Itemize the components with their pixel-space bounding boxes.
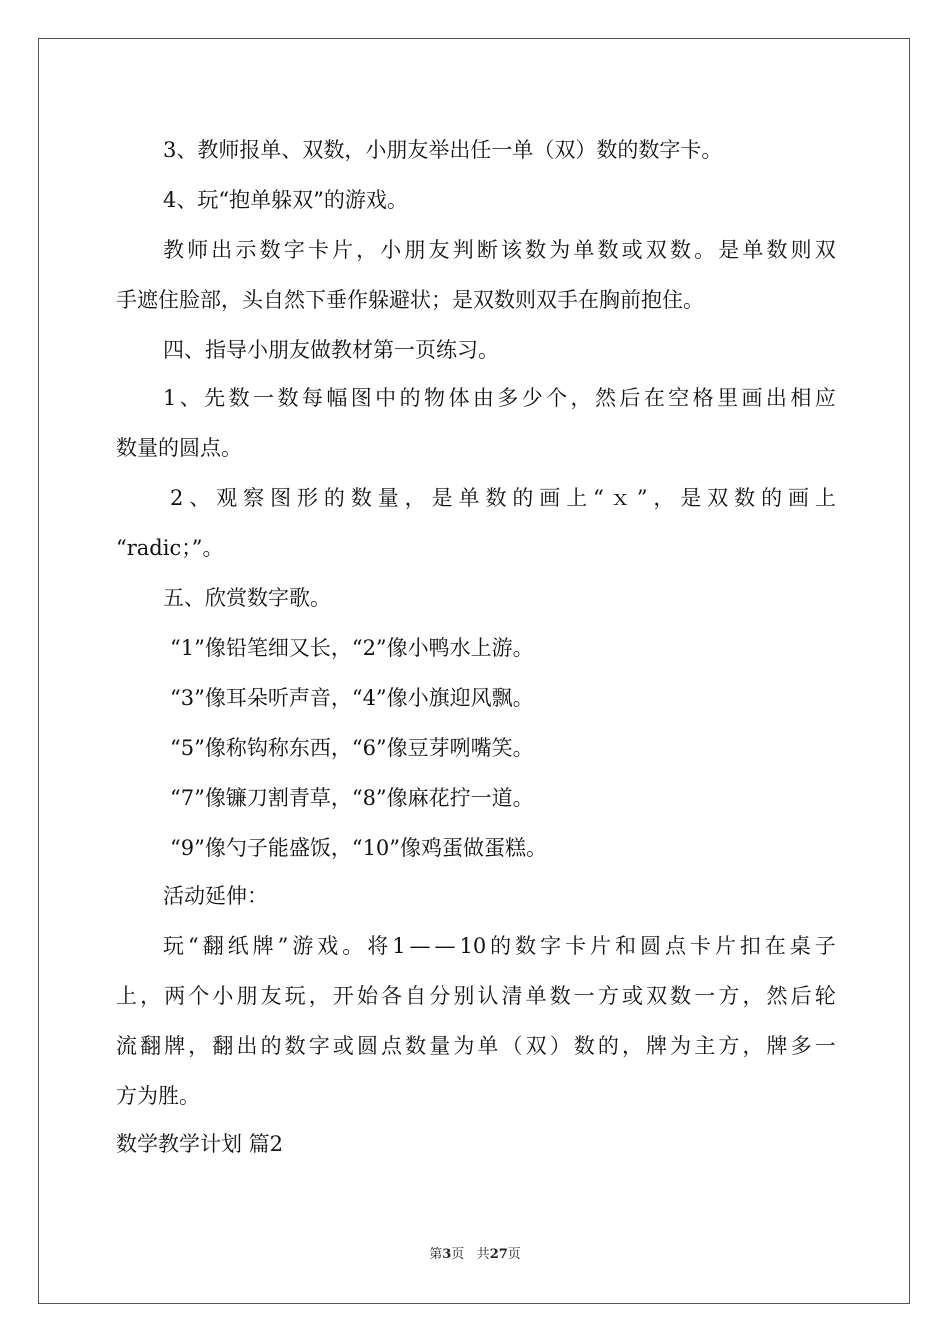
char: 是	[431, 486, 453, 510]
char: 朋	[236, 984, 258, 1008]
char: 1	[392, 934, 406, 958]
char: 数	[485, 486, 507, 510]
char: 单	[742, 238, 764, 262]
char: 数	[669, 238, 691, 262]
char: ，	[140, 984, 162, 1008]
paragraph-line: 数量的圆点。	[116, 436, 242, 460]
char: 的	[323, 486, 345, 510]
char: 各	[381, 984, 403, 1008]
paragraph-line: “radic；”。	[116, 536, 224, 560]
char: 卡	[307, 238, 329, 262]
char: ，	[308, 984, 330, 1008]
char: ”	[277, 934, 289, 958]
char: 玩	[284, 984, 306, 1008]
paragraph-line	[116, 1031, 836, 1061]
char: 的	[512, 486, 534, 510]
char: 片	[590, 934, 612, 958]
section-heading: 活动延伸：	[163, 884, 268, 908]
paragraph-line: 四、指导小朋友做教材第一页练习。	[163, 338, 499, 362]
char: 。	[342, 934, 364, 958]
char: 或	[621, 238, 643, 262]
char: 双	[707, 486, 729, 510]
char: 中	[375, 386, 397, 410]
paragraph-line	[116, 981, 836, 1011]
char: 一	[573, 984, 595, 1008]
char: 数	[525, 238, 547, 262]
char: 点	[381, 1034, 403, 1058]
char: 的	[597, 1034, 619, 1058]
footer-page-suffix: 页	[451, 1247, 465, 1262]
char: 图	[270, 486, 292, 510]
char: 将	[367, 934, 389, 958]
char: 数	[670, 984, 692, 1008]
char: 卡	[565, 934, 587, 958]
char: 的	[490, 934, 512, 958]
char: 先	[204, 386, 226, 410]
char: 或	[621, 984, 643, 1008]
char: 开	[332, 984, 354, 1008]
char: 纸	[227, 934, 249, 958]
char: 为	[670, 1034, 692, 1058]
char: 示	[235, 238, 257, 262]
char: 、	[189, 486, 211, 510]
char: 数	[597, 238, 619, 262]
char: 友	[428, 238, 450, 262]
char: 格	[692, 386, 714, 410]
char: 的	[260, 1034, 282, 1058]
char: 桌	[789, 934, 811, 958]
char: 画	[788, 486, 809, 510]
char: 清	[501, 984, 523, 1008]
char: 量	[429, 1034, 451, 1058]
char: 由	[472, 386, 494, 410]
char: 双	[814, 238, 836, 262]
char: 数	[277, 386, 299, 410]
song-line: “1”像铅笔细又长，“2”像小鸭水上游。	[170, 636, 534, 660]
char: 牌	[252, 934, 274, 958]
char: 字	[308, 1034, 330, 1058]
char: 为	[453, 1034, 475, 1058]
char: 一	[814, 1034, 836, 1058]
char: 朋	[404, 238, 426, 262]
char: 2	[170, 486, 184, 510]
song-line: “3”像耳朵听声音，“4”像小旗迎风飘。	[170, 686, 534, 710]
char: 10	[459, 934, 487, 958]
char: ，	[621, 1034, 643, 1058]
char: 形	[296, 486, 318, 510]
char: 双	[646, 984, 668, 1008]
char: 多	[497, 386, 519, 410]
char: 多	[790, 1034, 812, 1058]
char: 相	[790, 386, 812, 410]
char: 在	[643, 386, 665, 410]
char: 数	[549, 984, 571, 1008]
section-title: 数学教学计划 篇2	[116, 1132, 284, 1156]
char: 翻	[202, 934, 224, 958]
char: ，	[653, 486, 675, 510]
char: 画	[539, 486, 561, 510]
char: 的	[399, 386, 421, 410]
char: 后	[790, 984, 812, 1008]
char: ”	[636, 486, 648, 510]
char: 应	[814, 386, 836, 410]
char: 画	[741, 386, 763, 410]
char: 上	[116, 984, 137, 1008]
page-footer	[0, 1246, 950, 1264]
char: 察	[243, 486, 265, 510]
char: 教	[163, 238, 184, 262]
char: 个	[188, 984, 210, 1008]
char: 然	[594, 386, 616, 410]
char: 数	[515, 934, 537, 958]
song-line: “5”像称钩称东西，“6”像豆芽咧嘴笑。	[170, 736, 534, 760]
char: 游	[292, 934, 314, 958]
char: 体	[448, 386, 470, 410]
char: 小	[212, 984, 234, 1008]
char: 始	[356, 984, 378, 1008]
char: 自	[405, 984, 427, 1008]
char: ，	[742, 1034, 764, 1058]
char: 一	[694, 984, 716, 1008]
char: 方	[597, 984, 619, 1008]
char: 字	[283, 238, 305, 262]
char: ，	[188, 1034, 210, 1058]
char: 认	[477, 984, 499, 1008]
char: 少	[521, 386, 543, 410]
char: 单	[525, 984, 547, 1008]
char: 双	[525, 1034, 547, 1058]
char: 空	[668, 386, 690, 410]
char: 字	[540, 934, 562, 958]
char: 玩	[163, 934, 184, 958]
paragraph-line	[163, 931, 836, 961]
char: 牌	[766, 1034, 788, 1058]
char: 上	[814, 486, 836, 510]
char: 数	[228, 386, 250, 410]
char: 数	[766, 238, 788, 262]
footer-total-pages: 27	[489, 1247, 508, 1262]
char: 单	[477, 1034, 499, 1058]
char: （	[501, 1034, 523, 1058]
paragraph-line: 方为胜。	[116, 1084, 200, 1108]
char: —	[409, 934, 431, 958]
char: ｘ	[609, 486, 631, 510]
char: 流	[116, 1034, 137, 1058]
char: 出	[236, 1034, 258, 1058]
char: 是	[718, 238, 740, 262]
char: 数	[573, 1034, 595, 1058]
char: 出	[211, 238, 233, 262]
char: 则	[790, 238, 812, 262]
char: 小	[380, 238, 402, 262]
char: 师	[187, 238, 209, 262]
char: 单	[458, 486, 480, 510]
char: “	[593, 486, 604, 510]
char: 出	[765, 386, 787, 410]
char: 然	[766, 984, 788, 1008]
section-heading: 五、欣赏数字歌。	[163, 586, 331, 610]
char: 。	[694, 238, 716, 262]
char: 数	[734, 486, 756, 510]
char: 数	[259, 238, 281, 262]
char: 图	[350, 386, 372, 410]
char: 戏	[317, 934, 339, 958]
char: 、	[179, 386, 201, 410]
char: 量	[377, 486, 399, 510]
char: 轮	[814, 984, 836, 1008]
song-line: “9”像勺子能盛饭，“10”像鸡蛋做蛋糕。	[170, 836, 548, 860]
char: 主	[694, 1034, 716, 1058]
paragraph-line: 4、玩“抱单躲双”的游戏。	[163, 188, 408, 212]
char: 卡	[689, 934, 711, 958]
char: 友	[260, 984, 282, 1008]
char: 一	[253, 386, 275, 410]
char: 个	[546, 386, 568, 410]
char: 翻	[140, 1034, 162, 1058]
song-line: “7”像镰刀割青草，“8”像麻花拧一道。	[170, 786, 534, 810]
char: 的	[761, 486, 783, 510]
char: 物	[424, 386, 446, 410]
char: 双	[645, 238, 667, 262]
char: ，	[570, 386, 592, 410]
char: 为	[549, 238, 571, 262]
footer-total-prefix: 共	[476, 1247, 490, 1262]
page-frame	[38, 38, 910, 1304]
char: 判	[452, 238, 474, 262]
char: 上	[566, 486, 588, 510]
char: 是	[680, 486, 702, 510]
char: 两	[164, 984, 186, 1008]
char: 方	[718, 984, 740, 1008]
char: ，	[356, 238, 378, 262]
paragraph-line	[170, 483, 836, 513]
char: 或	[332, 1034, 354, 1058]
char: 片	[331, 238, 353, 262]
char: 单	[573, 238, 595, 262]
char: “	[187, 934, 199, 958]
char: 观	[216, 486, 238, 510]
char: ，	[742, 984, 764, 1008]
char: 圆	[639, 934, 661, 958]
paragraph-line: 手遮住脸部，头自然下垂作躲避状；是双数则双手在胸前抱住。	[116, 288, 704, 312]
char: 圆	[356, 1034, 378, 1058]
char: 该	[500, 238, 522, 262]
char: 方	[718, 1034, 740, 1058]
char: 幅	[326, 386, 348, 410]
char: 片	[714, 934, 736, 958]
char: 数	[284, 1034, 306, 1058]
char: 断	[476, 238, 498, 262]
char: ，	[404, 486, 426, 510]
char: 和	[615, 934, 637, 958]
char: 牌	[646, 1034, 668, 1058]
footer-prefix: 第	[429, 1247, 443, 1262]
paragraph-line: 3、教师报单、双数，小朋友举出任一单（双）数的数字卡。	[163, 138, 723, 162]
paragraph-line	[163, 383, 836, 413]
char: 子	[814, 934, 836, 958]
char: 翻	[212, 1034, 234, 1058]
footer-total-suffix: 页	[507, 1247, 521, 1262]
char: 在	[764, 934, 786, 958]
char: 数	[350, 486, 372, 510]
char: ）	[549, 1034, 571, 1058]
char: 扣	[739, 934, 761, 958]
char: 别	[453, 984, 475, 1008]
char: 每	[301, 386, 323, 410]
char: 数	[405, 1034, 427, 1058]
char: 后	[619, 386, 641, 410]
char: —	[434, 934, 456, 958]
char: 里	[717, 386, 739, 410]
char: 牌	[164, 1034, 186, 1058]
char: 点	[664, 934, 686, 958]
paragraph-line	[163, 235, 836, 265]
char: 1	[163, 386, 177, 410]
footer-page-number: 3	[442, 1247, 452, 1262]
char: 分	[429, 984, 451, 1008]
